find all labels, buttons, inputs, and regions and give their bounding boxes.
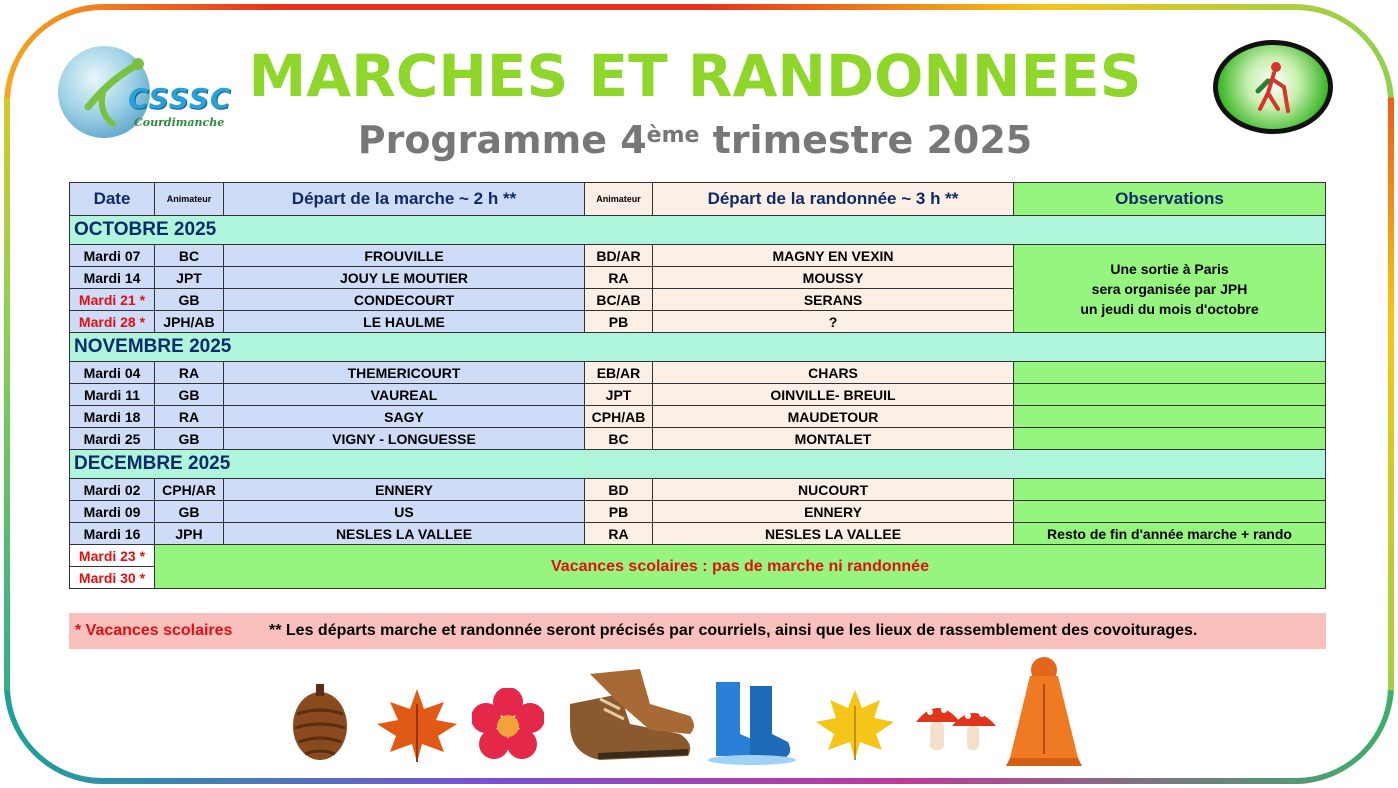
header-animateur-2: Animateur xyxy=(585,183,653,216)
rando-cell: MONTALET xyxy=(653,428,1014,450)
date-cell: Mardi 02 xyxy=(70,479,155,501)
rando-cell: MAGNY EN VEXIN xyxy=(653,245,1014,267)
month-label: OCTOBRE 2025 xyxy=(70,216,1326,245)
date-cell: Mardi 04 xyxy=(70,362,155,384)
rando-cell: MAUDETOUR xyxy=(653,406,1014,428)
logo-text: CSSSC xyxy=(128,82,232,115)
marche-cell: SAGY xyxy=(224,406,585,428)
date-cell: Mardi 11 xyxy=(70,384,155,406)
animateur2-cell: BC/AB xyxy=(585,289,653,311)
month-label: DECEMBRE 2025 xyxy=(70,450,1326,479)
animateur-cell: BC xyxy=(155,245,224,267)
animateur2-cell: RA xyxy=(585,267,653,289)
csssc-logo xyxy=(58,44,232,139)
table-row xyxy=(70,428,1326,450)
animateur-cell: JPH xyxy=(155,523,224,545)
date-cell: Mardi 14 xyxy=(70,267,155,289)
animateur-cell: RA xyxy=(155,362,224,384)
animateur2-cell: BD xyxy=(585,479,653,501)
table-row xyxy=(70,406,1326,428)
rando-cell: NESLES LA VALLEE xyxy=(653,523,1014,545)
animateur-cell: JPH/AB xyxy=(155,311,224,333)
observation-cell xyxy=(1014,362,1326,384)
flower-icon xyxy=(472,688,544,760)
rando-cell: NUCOURT xyxy=(653,479,1014,501)
animateur-cell: JPT xyxy=(155,267,224,289)
observation-cell: Resto de fin d'année marche + rando xyxy=(1014,523,1326,545)
date-cell: Mardi 18 xyxy=(70,406,155,428)
animateur-cell: RA xyxy=(155,406,224,428)
program-table xyxy=(69,182,1326,589)
mushroom-icon xyxy=(912,696,998,758)
month-row-octobre xyxy=(70,216,1326,245)
marche-cell: LE HAULME xyxy=(224,311,585,333)
date-cell: Mardi 21 * xyxy=(70,289,155,311)
observation-cell xyxy=(1014,384,1326,406)
marche-cell: VIGNY - LONGUESSE xyxy=(224,428,585,450)
table-header-row xyxy=(70,183,1326,216)
animateur-cell: GB xyxy=(155,384,224,406)
header-date: Date xyxy=(70,183,155,216)
pinecone-icon xyxy=(285,676,355,766)
marche-cell: FROUVILLE xyxy=(224,245,585,267)
table-row xyxy=(70,479,1326,501)
header-depart-rando: Départ de la randonnée ~ 3 h ** xyxy=(653,183,1014,216)
table-row xyxy=(70,245,1326,267)
month-label: NOVEMBRE 2025 xyxy=(70,333,1326,362)
animateur2-cell: CPH/AB xyxy=(585,406,653,428)
marche-cell: NESLES LA VALLEE xyxy=(224,523,585,545)
rando-cell: SERANS xyxy=(653,289,1014,311)
animateur2-cell: RA xyxy=(585,523,653,545)
vacances-cell: Vacances scolaires : pas de marche ni randonnée xyxy=(155,545,1326,589)
marche-cell: JOUY LE MOUTIER xyxy=(224,267,585,289)
table-row xyxy=(70,501,1326,523)
observation-cell xyxy=(1014,406,1326,428)
page-subtitle: Programme 4ème trimestre 2025 xyxy=(357,118,1033,162)
hiking-boots-icon xyxy=(560,664,700,768)
date-cell: Mardi 30 * xyxy=(70,567,155,589)
table-row xyxy=(70,545,1326,567)
observation-paris: Une sortie à Paris sera organisée par JPH un jeudi du mois d'octobre xyxy=(1014,245,1326,333)
table-row xyxy=(70,362,1326,384)
animateur-cell: CPH/AR xyxy=(155,479,224,501)
rando-cell: ENNERY xyxy=(653,501,1014,523)
animateur2-cell: BC xyxy=(585,428,653,450)
hiker-icon xyxy=(1218,45,1328,129)
footnote-vacances: * Vacances scolaires xyxy=(75,622,233,639)
footnote-bar xyxy=(69,613,1326,649)
yellow-leaf-icon xyxy=(812,686,898,764)
date-cell: Mardi 07 xyxy=(70,245,155,267)
marche-cell: ENNERY xyxy=(224,479,585,501)
table-row xyxy=(70,384,1326,406)
marche-cell: US xyxy=(224,501,585,523)
animateur-cell: GB xyxy=(155,428,224,450)
table-row xyxy=(70,523,1326,545)
rando-cell: MOUSSY xyxy=(653,267,1014,289)
page-title: MARCHES ET RANDONNEES xyxy=(248,42,1142,110)
maple-leaf-icon xyxy=(372,684,462,764)
observation-cell xyxy=(1014,479,1326,501)
animateur2-cell: PB xyxy=(585,311,653,333)
rain-boots-icon xyxy=(706,676,798,766)
animateur2-cell: BD/AR xyxy=(585,245,653,267)
header-animateur: Animateur xyxy=(155,183,224,216)
footnote-departs: ** Les départs marche et randonnée seront précisés par courriels, ainsi que les lieux de rassemblement des covoiturages. xyxy=(269,622,1198,639)
date-cell: Mardi 25 xyxy=(70,428,155,450)
rando-cell: OINVILLE- BREUIL xyxy=(653,384,1014,406)
animateur2-cell: PB xyxy=(585,501,653,523)
marche-cell: THEMERICOURT xyxy=(224,362,585,384)
animateur2-cell: EB/AR xyxy=(585,362,653,384)
logo-subtitle: Courdimanche xyxy=(134,116,225,129)
date-cell: Mardi 09 xyxy=(70,501,155,523)
month-row-decembre xyxy=(70,450,1326,479)
animateur-cell: GB xyxy=(155,501,224,523)
observation-cell xyxy=(1014,501,1326,523)
header-observations: Observations xyxy=(1014,183,1326,216)
marche-cell: VAUREAL xyxy=(224,384,585,406)
month-row-novembre xyxy=(70,333,1326,362)
raincoat-icon xyxy=(1006,654,1082,774)
date-cell: Mardi 23 * xyxy=(70,545,155,567)
rando-cell: CHARS xyxy=(653,362,1014,384)
date-cell: Mardi 16 xyxy=(70,523,155,545)
header-depart-marche: Départ de la marche ~ 2 h ** xyxy=(224,183,585,216)
animateur2-cell: JPT xyxy=(585,384,653,406)
observation-cell xyxy=(1014,428,1326,450)
animateur-cell: GB xyxy=(155,289,224,311)
rando-cell: ? xyxy=(653,311,1014,333)
marche-cell: CONDECOURT xyxy=(224,289,585,311)
hiker-logo xyxy=(1213,40,1333,134)
date-cell: Mardi 28 * xyxy=(70,311,155,333)
